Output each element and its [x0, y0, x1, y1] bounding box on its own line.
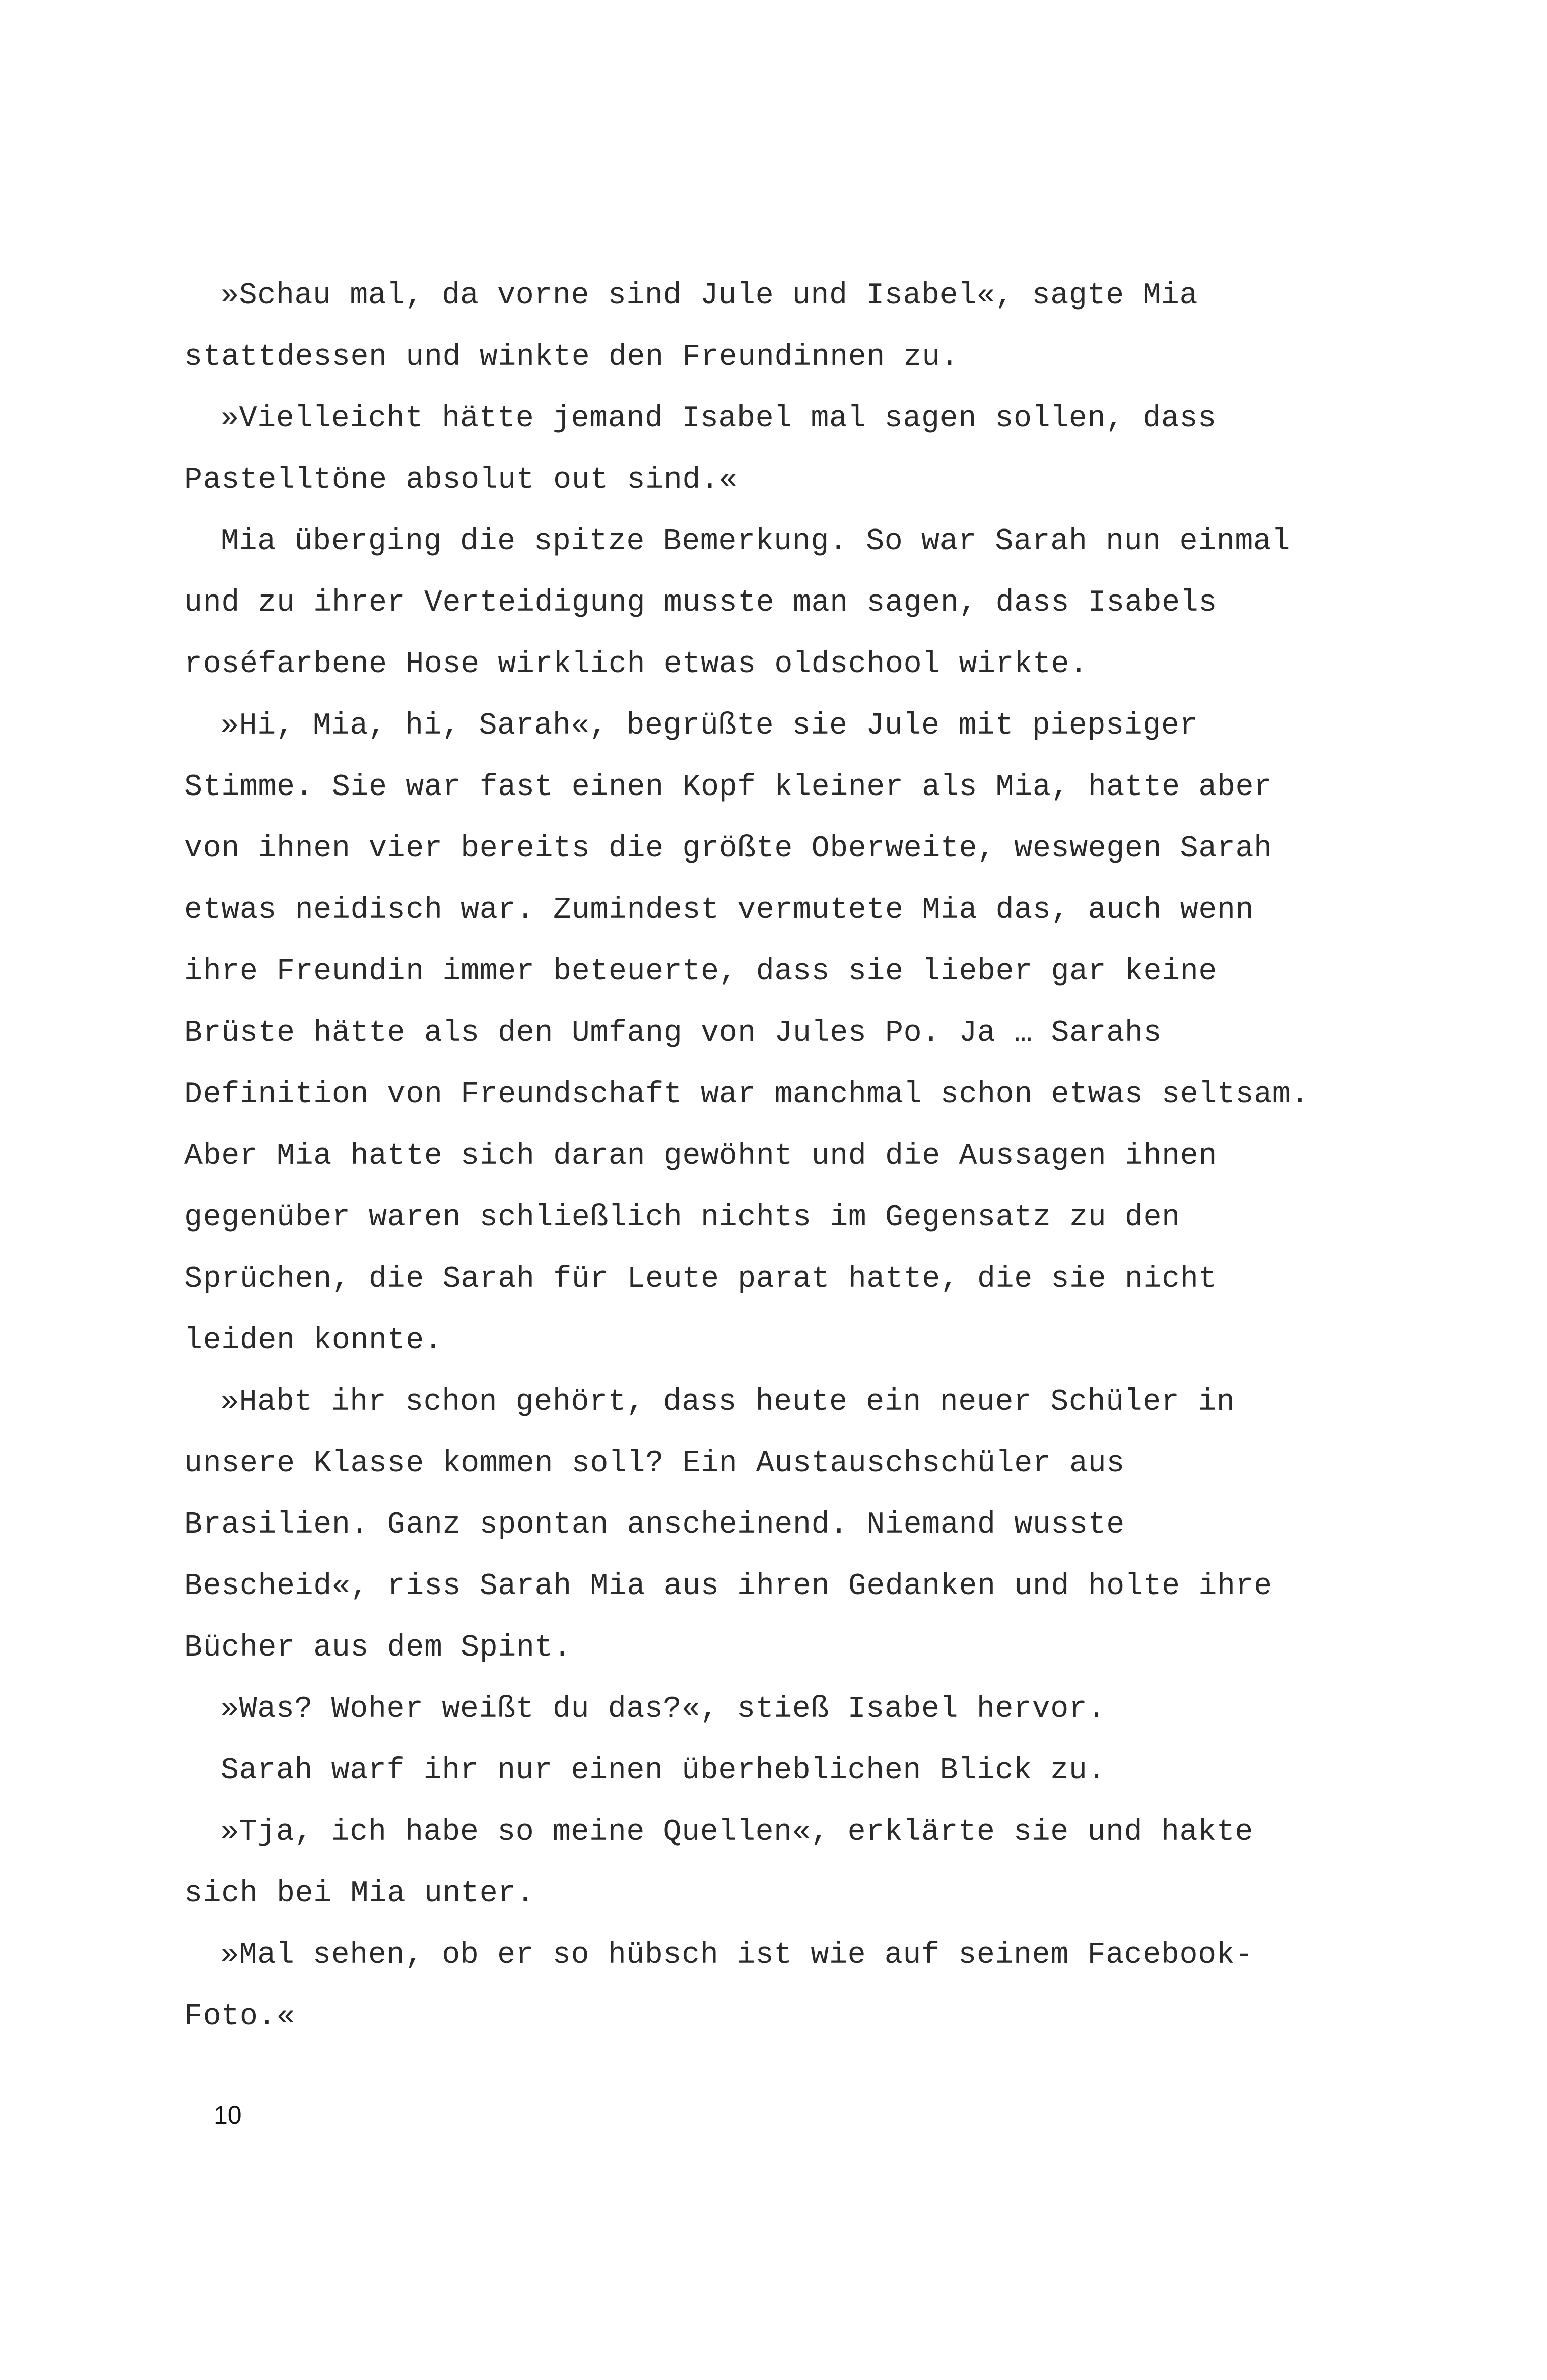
- paragraph: »Vielleicht hätte jemand Isabel mal sagen sollen, dass Pastelltöne absolut out sind.«: [184, 402, 1217, 497]
- paragraph: »Tja, ich habe so meine Quellen«, erklärte sie und hakte sich bei Mia unter.: [184, 1815, 1253, 1911]
- paragraph: Mia überging die spitze Bemerkung. So war Sarah nun einmal und zu ihrer Verteidigung musste man sagen, dass Isabels roséfarbene Hose wirklich etwas oldschool wirkte.: [184, 524, 1291, 682]
- paragraph: »Habt ihr schon gehört, dass heute ein neuer Schüler in unsere Klasse kommen soll? Ein Austauschschüler aus Brasilien. Ganz spontan anscheinend. Niemand wusste Bescheid«, riss Sarah Mia aus ihren Gedanken und holte ihre Bücher aus dem Spint.: [184, 1385, 1272, 1665]
- paragraph: »Hi, Mia, hi, Sarah«, begrüßte sie Jule mit piepsiger Stimme. Sie war fast einen Kopf kleiner als Mia, hatte aber von ihnen vier bereits die größte Oberweite, weswegen Sarah etwas neidisch war. Zumindest vermutete Mia das, auch wenn ihre Freundin immer beteuerte, dass sie lieber gar keine Brüste hätte als den Umfang von Jules Po. Ja … Sarahs Definition von Freundschaft war manchmal schon etwas seltsam. Aber Mia hatte sich daran gewöhnt und die Aussagen ihnen gegenüber waren schließlich nichts im Gegensatz zu den Sprüchen, die Sarah für Leute parat hatte, die sie nicht leiden konnte.: [184, 709, 1309, 1358]
- paragraph: »Schau mal, da vorne sind Jule und Isabel«, sagte Mia stattdessen und winkte den Freundinnen zu.: [184, 279, 1198, 374]
- page-number: 10: [214, 2101, 242, 2129]
- paragraph: »Was? Woher weißt du das?«, stieß Isabel hervor.: [221, 1692, 1106, 1727]
- paragraph: Sarah warf ihr nur einen überheblichen Blick zu.: [221, 1754, 1106, 1788]
- body-text: [184, 265, 1313, 2047]
- paragraph: »Mal sehen, ob er so hübsch ist wie auf seinem Facebook-Foto.«: [184, 1938, 1253, 2034]
